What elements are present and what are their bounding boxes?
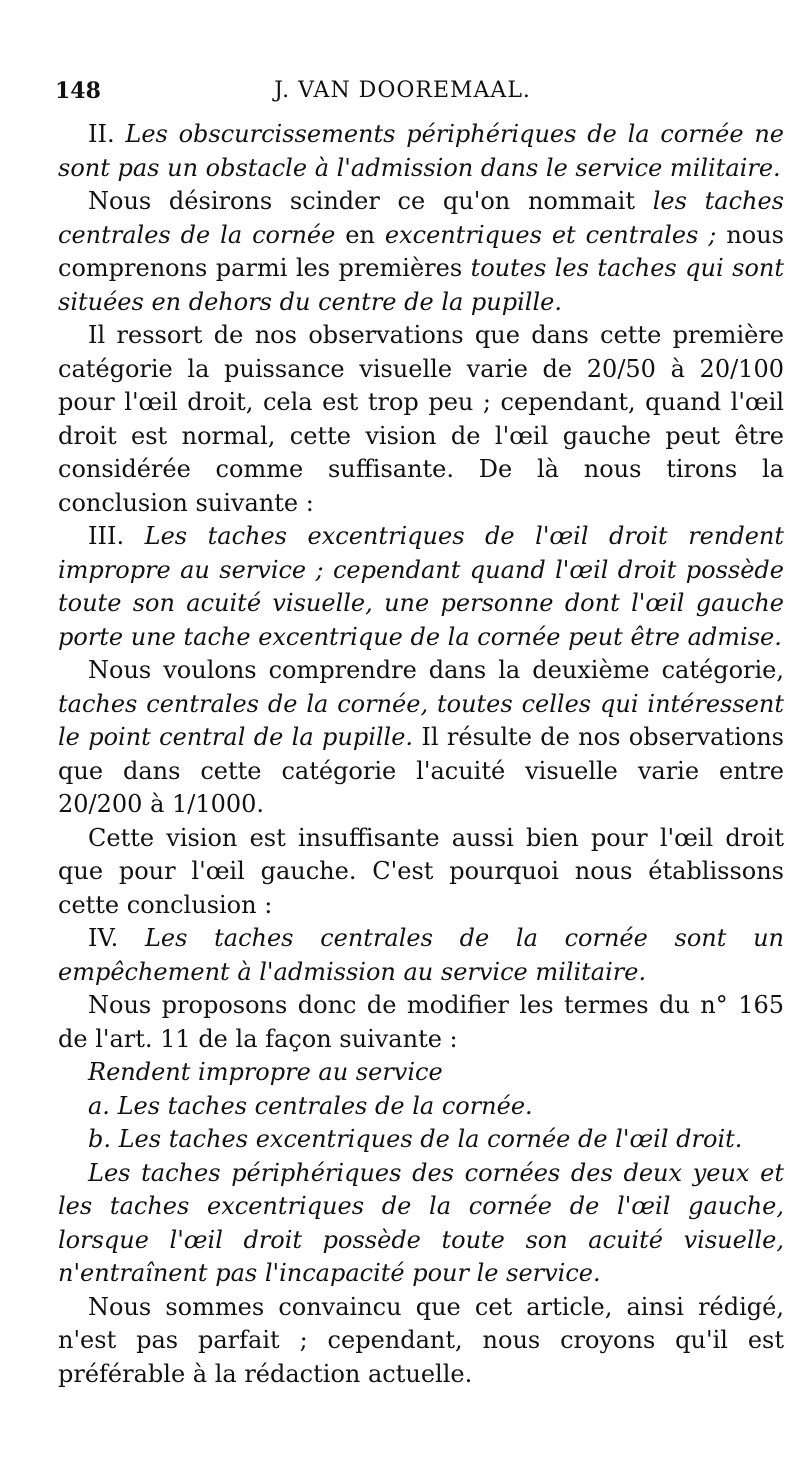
text-segment: Les taches centrales de la cornée sont un empêchement à l'admission au service militaire. [58, 924, 784, 986]
text-segment: Rendent impropre au service [88, 1058, 443, 1086]
text-segment: Cette vision est insuffisante aussi bien pour l'œil droit que pour l'œil gauche. C'est pourquoi nous établissons cette conclusion : [58, 823, 784, 919]
text-segment: taches centrales de la cornée, toutes celles qui intéressent le point central de la pupille. [58, 689, 784, 751]
body-text [58, 118, 784, 1391]
text-segment: Nous proposons donc de modifier les termes du n° 165 de l'art. 11 de la façon suivante : [58, 991, 784, 1053]
page-header [55, 78, 750, 112]
text-segment: toutes les taches qui sont situées en dehors du centre de la pupille. [58, 254, 784, 316]
text-segment: Nous sommes convaincu que cet article, ainsi rédigé, n'est pas parfait ; cependant, nous croyons qu'il est préférable à la rédaction actuelle. [58, 1292, 784, 1388]
paragraph-p9 [58, 1056, 784, 1090]
text-segment: Nous voulons comprendre dans la deuxième catégorie, [88, 656, 784, 684]
text-segment: Il ressort de nos observations que dans cette première catégorie la puissance visuelle varie de 20/50 à 20/100 pour l'œil droit, cela est trop peu ; cependant, quand l'œil droit est normal, cette vision de l'œil gauche peut être considérée comme suffisante. De là nous tirons la conclusion suivante : [58, 321, 784, 517]
text-segment: nous comprenons parmi les premières [58, 220, 785, 282]
page-number: 148 [55, 78, 101, 104]
paragraph-p10 [58, 1090, 784, 1124]
paragraph-p3 [58, 319, 784, 520]
text-segment: Les obscurcissements périphériques de la cornée ne sont pas un obstacle à l'admission dans le service militaire. [58, 120, 784, 182]
text-segment: a. Les taches centrales de la cornée. [88, 1091, 533, 1120]
paragraph-p5 [58, 654, 784, 822]
text-segment: II. [88, 120, 126, 148]
paragraph-p4 [58, 520, 784, 654]
running-head: J. VAN DOOREMAAL. [274, 78, 531, 103]
paragraph-p7 [58, 922, 784, 989]
text-segment: Nous désirons scinder ce qu'on nommait [88, 187, 653, 215]
paragraph-p11 [58, 1123, 784, 1157]
text-segment: les taches centrales de la cornée [58, 187, 784, 249]
text-segment: Il résulte de nos observations que dans cette catégorie l'acuité visuelle varie entre 20/200 à 1/1000. [58, 723, 784, 818]
paragraph-p1 [58, 118, 784, 185]
paragraph-p2 [58, 185, 784, 319]
text-segment: Les taches excentriques de l'œil droit rendent impropre au service ; cependant quand l'œil droit possède toute son acuité visuelle, une personne dont l'œil gauche porte une tache excentrique de la cornée peut être admise. [58, 522, 785, 651]
text-segment: b. Les taches excentriques de la cornée de l'œil droit. [88, 1125, 743, 1153]
text-segment: excentriques et centrales ; [384, 220, 717, 249]
paragraph-p6 [58, 822, 784, 923]
paragraph-p13 [58, 1291, 784, 1392]
text-segment: III. [88, 522, 145, 550]
text-segment: Les taches périphériques des cornées des deux yeux et les taches excentriques de la cornée de l'œil gauche, lorsque l'œil droit possède toute son acuité visuelle, n'entraînent pas l'incapacité pour le service. [58, 1158, 784, 1287]
text-segment: en [335, 220, 385, 249]
paragraph-p12 [58, 1157, 784, 1291]
paragraph-p8 [58, 989, 784, 1056]
text-segment: IV. [88, 924, 145, 952]
